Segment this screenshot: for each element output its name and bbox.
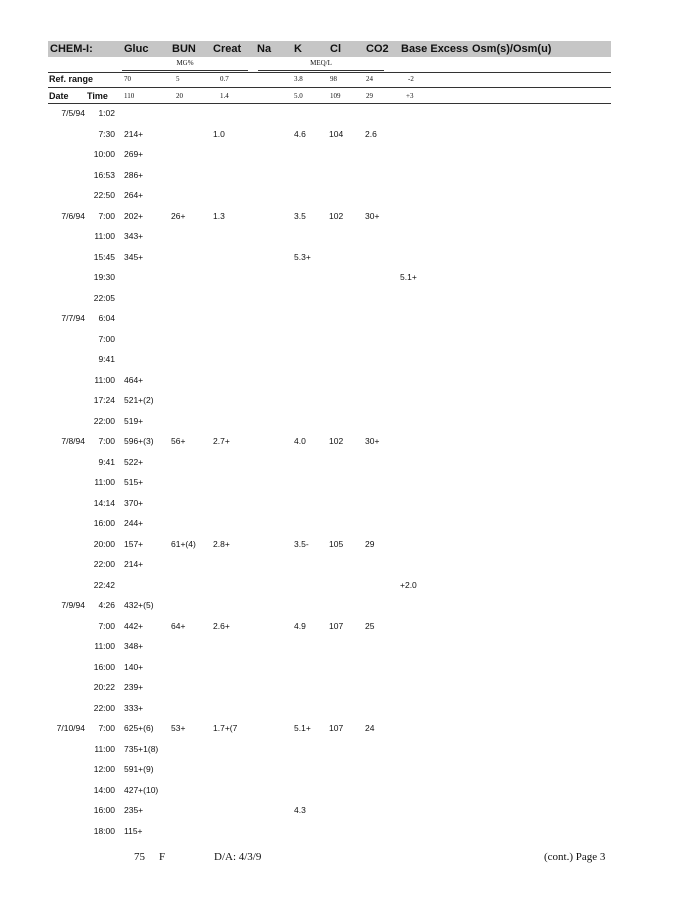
time-cell: 16:00 [93, 805, 115, 815]
table-row [0, 108, 700, 122]
co2-cell: 24 [365, 723, 375, 733]
time-cell: 16:00 [93, 662, 115, 672]
table-row [0, 211, 700, 225]
creat-cell: 1.7+(7 [213, 723, 238, 733]
k-cell: 5.3+ [294, 252, 311, 262]
ref-k: 3.8 [294, 75, 303, 83]
range-high-co2: 29 [366, 92, 373, 100]
cl-cell: 107 [329, 621, 344, 631]
co2-cell: 25 [365, 621, 375, 631]
gluc-cell: 515+ [124, 477, 144, 487]
date-cell: 7/6/94 [61, 211, 85, 221]
unit-meq-underline [258, 70, 384, 71]
time-cell: 7:00 [98, 436, 115, 446]
ref-cl: 98 [330, 75, 337, 83]
table-row [0, 662, 700, 676]
date-cell: 7/9/94 [61, 600, 85, 610]
table-row [0, 600, 700, 614]
table-row [0, 826, 700, 840]
k-cell: 4.3 [294, 805, 306, 815]
gluc-cell: 214+ [124, 129, 144, 139]
time-cell: 7:00 [98, 723, 115, 733]
bun-cell: 26+ [171, 211, 186, 221]
ref-bun: 5 [176, 75, 180, 83]
time-cell: 11:00 [94, 641, 115, 651]
cl-cell: 105 [329, 539, 344, 549]
table-row [0, 190, 700, 204]
table-row [0, 252, 700, 266]
gluc-cell: 522+ [124, 457, 144, 467]
table-row [0, 621, 700, 635]
time-cell: 22:00 [93, 703, 115, 713]
gluc-cell: 735+1(8) [124, 744, 159, 754]
time-label: Time [87, 91, 108, 101]
ref-gluc: 70 [124, 75, 131, 83]
ref-range-label: Ref. range [49, 74, 94, 84]
table-row [0, 703, 700, 717]
cl-cell: 102 [329, 436, 344, 446]
time-cell: 14:14 [93, 498, 115, 508]
table-row [0, 477, 700, 491]
time-cell: 1:02 [98, 108, 115, 118]
gluc-cell: 333+ [124, 703, 144, 713]
range-high-creat: 1.4 [220, 92, 229, 100]
time-cell: 15:45 [93, 252, 115, 262]
gluc-cell: 202+ [124, 211, 144, 221]
table-row [0, 682, 700, 696]
table-row [0, 764, 700, 778]
gluc-cell: 521+(2) [124, 395, 154, 405]
time-cell: 7:00 [98, 334, 115, 344]
time-cell: 9:41 [98, 457, 115, 467]
col-bun: BUN [172, 43, 196, 55]
ref-creat: 0.7 [220, 75, 229, 83]
gluc-cell: 140+ [124, 662, 144, 672]
col-k: K [294, 43, 302, 55]
footer-age: 75 [134, 851, 145, 863]
col-osm: Osm(s)/Osm(u) [472, 43, 552, 55]
time-cell: 22:00 [93, 416, 115, 426]
creat-cell: 2.6+ [213, 621, 230, 631]
gluc-cell: 370+ [124, 498, 144, 508]
time-cell: 19:30 [93, 272, 115, 282]
table-row [0, 416, 700, 430]
co2-cell: 30+ [365, 211, 380, 221]
co2-cell: 30+ [365, 436, 380, 446]
time-cell: 10:00 [93, 149, 115, 159]
table-row [0, 805, 700, 819]
time-cell: 7:00 [98, 211, 115, 221]
creat-cell: 1.0 [213, 129, 225, 139]
footer-da: D/A: 4/3/9 [214, 851, 262, 863]
table-row [0, 272, 700, 286]
table-row [0, 293, 700, 307]
ref-be: -2 [408, 75, 414, 83]
time-cell: 22:42 [93, 580, 115, 590]
col-gluc: Gluc [124, 43, 149, 55]
time-cell: 7:30 [98, 129, 115, 139]
date-label: Date [49, 91, 69, 101]
divider-top [48, 72, 611, 73]
time-cell: 18:00 [93, 826, 115, 836]
time-cell: 16:53 [93, 170, 115, 180]
k-cell: 4.0 [294, 436, 306, 446]
date-cell: 7/5/94 [61, 108, 85, 118]
table-row [0, 498, 700, 512]
gluc-cell: 244+ [124, 518, 144, 528]
table-row [0, 334, 700, 348]
table-row [0, 641, 700, 655]
table-row [0, 785, 700, 799]
time-cell: 22:50 [93, 190, 115, 200]
time-cell: 20:22 [93, 682, 115, 692]
base-excess-cell: 5.1+ [400, 272, 417, 282]
table-row [0, 129, 700, 143]
gluc-cell: 442+ [124, 621, 144, 631]
gluc-cell: 432+(5) [124, 600, 154, 610]
header-bar [48, 41, 611, 57]
table-row [0, 580, 700, 594]
table-row [0, 723, 700, 737]
table-row [0, 457, 700, 471]
range-high-be: +3 [406, 92, 414, 100]
time-cell: 4:26 [98, 600, 115, 610]
gluc-cell: 214+ [124, 559, 144, 569]
table-row [0, 744, 700, 758]
time-cell: 22:05 [93, 293, 115, 303]
co2-cell: 29 [365, 539, 375, 549]
gluc-cell: 591+(9) [124, 764, 154, 774]
range-high-bun: 20 [176, 92, 183, 100]
gluc-cell: 596+(3) [124, 436, 154, 446]
cl-cell: 107 [329, 723, 344, 733]
time-cell: 7:00 [98, 621, 115, 631]
base-excess-cell: +2.0 [400, 580, 417, 590]
table-row [0, 436, 700, 450]
gluc-cell: 115+ [124, 826, 143, 836]
creat-cell: 2.7+ [213, 436, 230, 446]
table-row [0, 231, 700, 245]
k-cell: 3.5- [294, 539, 309, 549]
k-cell: 4.6 [294, 129, 306, 139]
table-row [0, 559, 700, 573]
time-cell: 14:00 [93, 785, 115, 795]
time-cell: 22:00 [93, 559, 115, 569]
gluc-cell: 519+ [124, 416, 144, 426]
creat-cell: 1.3 [213, 211, 225, 221]
bun-cell: 64+ [171, 621, 186, 631]
col-base-excess: Base Excess [401, 43, 469, 55]
gluc-cell: 157+ [124, 539, 144, 549]
range-high-cl: 109 [330, 92, 341, 100]
unit-meq: MEQ/L [310, 59, 332, 67]
time-cell: 20:00 [93, 539, 115, 549]
time-cell: 16:00 [93, 518, 115, 528]
gluc-cell: 343+ [124, 231, 144, 241]
col-co2: CO2 [366, 43, 389, 55]
gluc-cell: 625+(6) [124, 723, 154, 733]
k-cell: 4.9 [294, 621, 306, 631]
gluc-cell: 269+ [124, 149, 144, 159]
table-row [0, 518, 700, 532]
gluc-cell: 348+ [124, 641, 144, 651]
gluc-cell: 239+ [124, 682, 144, 692]
range-high-gluc: 110 [124, 92, 135, 100]
col-creat: Creat [213, 43, 242, 55]
table-row [0, 313, 700, 327]
table-row [0, 539, 700, 553]
time-cell: 9:41 [98, 354, 115, 364]
divider-bottom [48, 103, 611, 104]
time-cell: 6:04 [98, 313, 115, 323]
gluc-cell: 264+ [124, 190, 144, 200]
time-cell: 11:00 [94, 744, 115, 754]
k-cell: 5.1+ [294, 723, 311, 733]
table-row [0, 170, 700, 184]
time-cell: 11:00 [94, 375, 115, 385]
time-cell: 11:00 [94, 231, 115, 241]
divider-middle [48, 87, 611, 88]
bun-cell: 56+ [171, 436, 186, 446]
table-title: CHEM-I: [50, 43, 93, 55]
range-high-k: 5.0 [294, 92, 303, 100]
gluc-cell: 464+ [124, 375, 144, 385]
cl-cell: 104 [329, 129, 344, 139]
cl-cell: 102 [329, 211, 344, 221]
gluc-cell: 286+ [124, 170, 144, 180]
footer-page: (cont.) Page 3 [544, 851, 606, 863]
time-cell: 11:00 [94, 477, 115, 487]
creat-cell: 2.8+ [213, 539, 230, 549]
col-na: Na [257, 43, 272, 55]
date-cell: 7/7/94 [61, 313, 85, 323]
gluc-cell: 345+ [124, 252, 144, 262]
time-cell: 17:24 [93, 395, 115, 405]
unit-mg-underline [122, 70, 248, 71]
table-row [0, 354, 700, 368]
date-cell: 7/8/94 [61, 436, 85, 446]
gluc-cell: 427+(10) [124, 785, 159, 795]
unit-mg: MG% [176, 59, 194, 67]
co2-cell: 2.6 [365, 129, 377, 139]
date-cell: 7/10/94 [56, 723, 85, 733]
footer-sex: F [159, 851, 166, 863]
col-cl: Cl [330, 43, 341, 55]
k-cell: 3.5 [294, 211, 306, 221]
ref-co2: 24 [366, 75, 373, 83]
bun-cell: 53+ [171, 723, 186, 733]
table-row [0, 395, 700, 409]
bun-cell: 61+(4) [171, 539, 196, 549]
time-cell: 12:00 [93, 764, 115, 774]
gluc-cell: 235+ [124, 805, 144, 815]
table-row [0, 375, 700, 389]
table-row [0, 149, 700, 163]
